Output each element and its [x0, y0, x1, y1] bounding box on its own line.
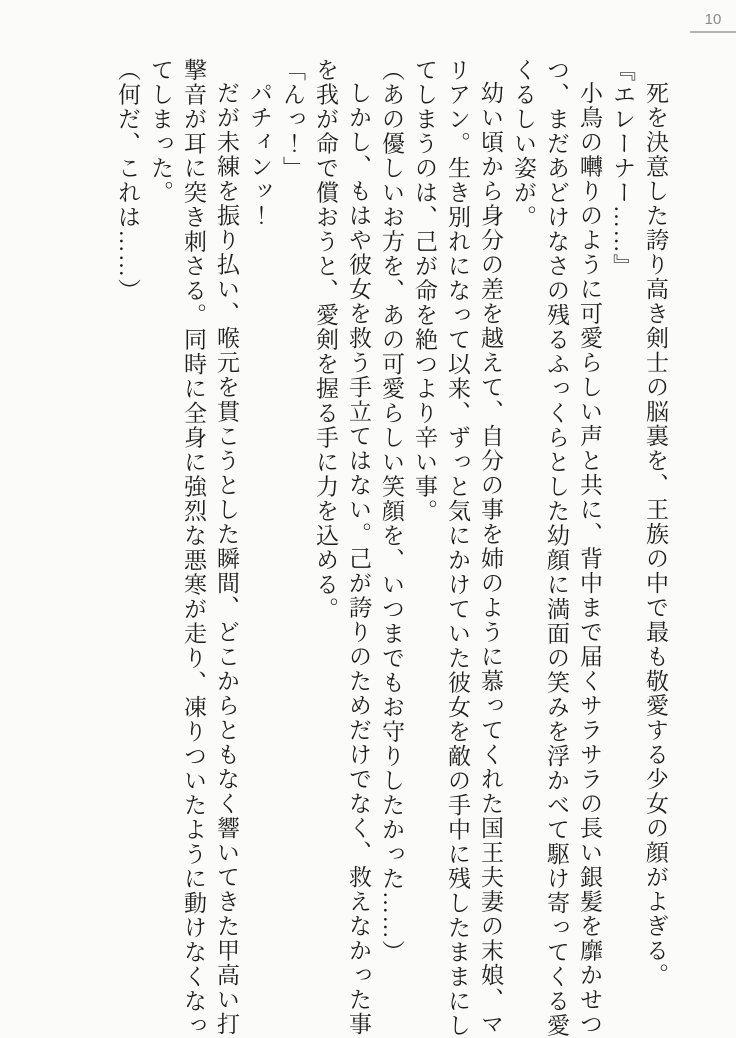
paragraph: 「んっ！」 [280, 58, 305, 181]
paragraph: 幼い頃から身分の差を越えて、自分の事を姉のように慕ってくれた国王夫妻の末娘、マリアン。生き別れになって以来、ずっと気にかけていた彼女を敵の手中に残したままにしてしまうのは、己が命を絶つより辛い事。 [412, 58, 503, 1038]
paragraph: 小鳥の囀りのように可愛らしい声と共に、背中まで届くサラサラの長い銀髪を靡かせつつ、まだあどけなさの残るふっくらとした幼顔に満面の笑みを浮かべて駆け寄ってくる愛くるしい姿が。 [511, 58, 602, 1038]
paragraph: だが未練を振り払い、喉元を貫こうとした瞬間、どこからともなく響いてきた甲高い打撃音が耳に突き刺さる。同時に全身に強烈な悪寒が走り、凍りついたように動けなくなってしまった。 [148, 58, 239, 1038]
paragraph: 死を決意した誇り高き剣士の脳裏を、王族の中で最も敬愛する少女の顔がよぎる。 [643, 81, 668, 988]
paragraph: 『エレーナー……』 [610, 58, 635, 279]
paragraph: パチィンッ！ [247, 81, 272, 228]
paragraph: （あの優しいお方を、あの可愛らしい笑顔を、いつまでもお守りしたかった……） [379, 58, 404, 965]
paragraph: しかし、もはや彼女を救う手立てはない。己が誇りのためだけでなく、救えなかった事を我が命で償おうと、愛剣を握る手に力を込める。 [313, 58, 371, 1037]
paragraph: （何だ、これは……） [115, 58, 140, 303]
page-number: 10 [690, 11, 736, 33]
